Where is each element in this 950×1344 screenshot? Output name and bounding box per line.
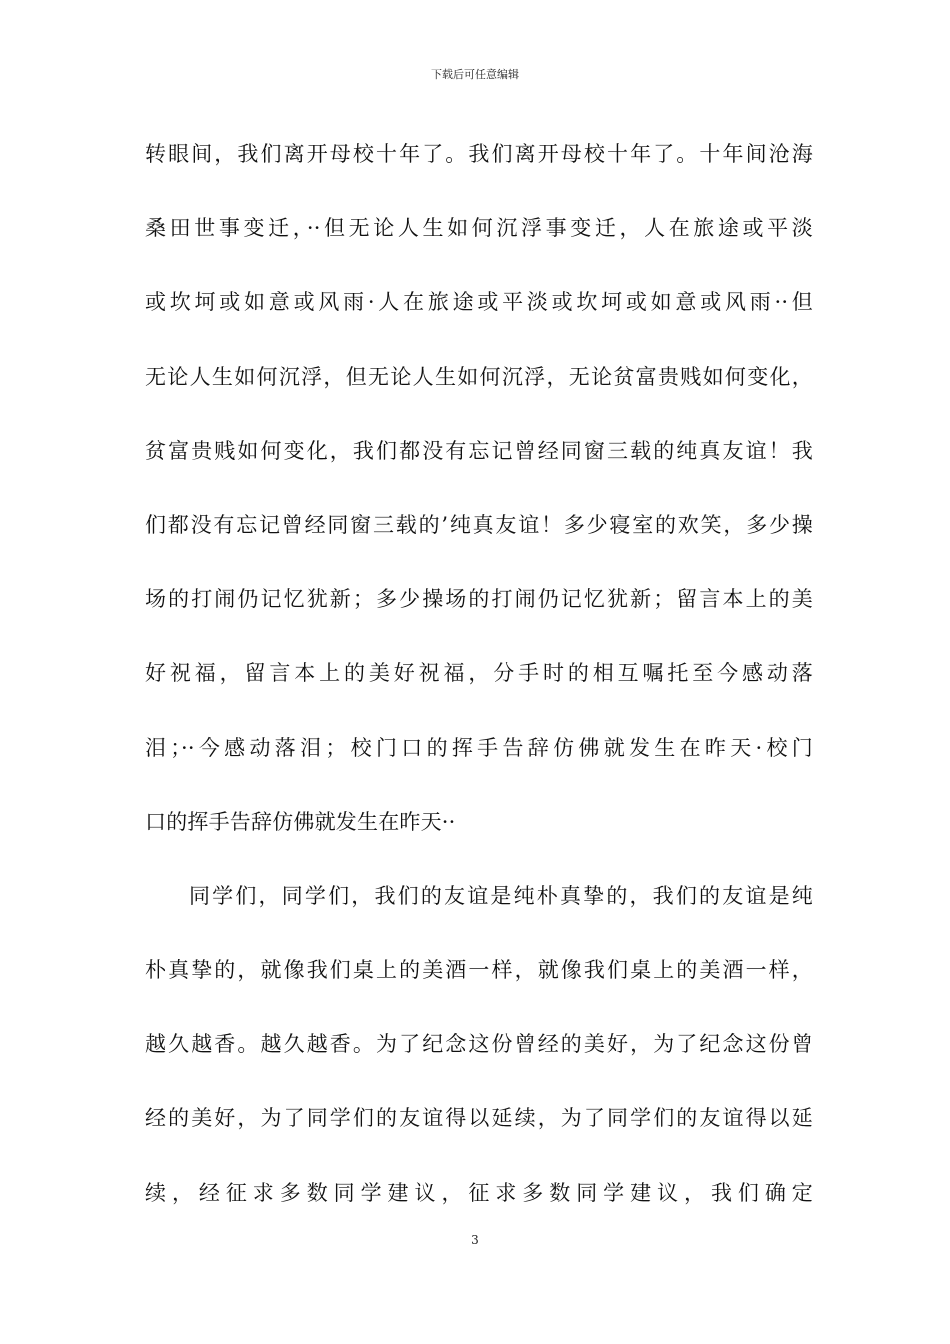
- text-line: 贫富贵贱如何变化，我们都没有忘记曾经同窗三载的纯真友谊！我: [145, 438, 813, 463]
- text-line: 们都没有忘记曾经同窗三载的’纯真友谊！多少寝室的欢笑，多少操: [145, 512, 813, 537]
- text-line: 泪；··今感动落泪；校门口的挥手告辞仿佛就发生在昨天·校门: [145, 735, 813, 760]
- page-number: 3: [471, 1233, 479, 1247]
- page-header: 下载后可任意编辑: [431, 68, 519, 81]
- text-line: 续，经征求多数同学建议，征求多数同学建议，我们确定: [145, 1180, 813, 1205]
- text-line: 无论人生如何沉浮，但无论人生如何沉浮，无论贫富贵贱如何变化，: [145, 364, 813, 389]
- text-line: 转眼间，我们离开母校十年了。我们离开母校十年了。十年间沧海: [145, 142, 813, 166]
- text-line: 或坎坷或如意或风雨·人在旅途或平淡或坎坷或如意或风雨··但: [145, 290, 813, 315]
- text-line: 朴真挚的，就像我们桌上的美酒一样，就像我们桌上的美酒一样，: [145, 958, 813, 983]
- text-line: 好祝福，留言本上的美好祝福，分手时的相互嘱托至今感动落: [145, 661, 813, 686]
- text-line: 场的打闹仍记忆犹新；多少操场的打闹仍记忆犹新；留言本上的美: [145, 587, 813, 612]
- document-body: [145, 132, 813, 1245]
- text-line: 桑田世事变迁，··但无论人生如何沉浮事变迁，人在旅途或平淡: [145, 216, 813, 241]
- text-line: 越久越香。越久越香。为了纪念这份曾经的美好，为了纪念这份曾: [145, 1032, 813, 1057]
- text-line: 口的挥手告辞仿佛就发生在昨天··: [145, 809, 456, 834]
- text-line: 经的美好，为了同学们的友谊得以延续，为了同学们的友谊得以延: [145, 1106, 813, 1131]
- text-line: 同学们，同学们，我们的友谊是纯朴真挚的，我们的友谊是纯: [189, 883, 813, 908]
